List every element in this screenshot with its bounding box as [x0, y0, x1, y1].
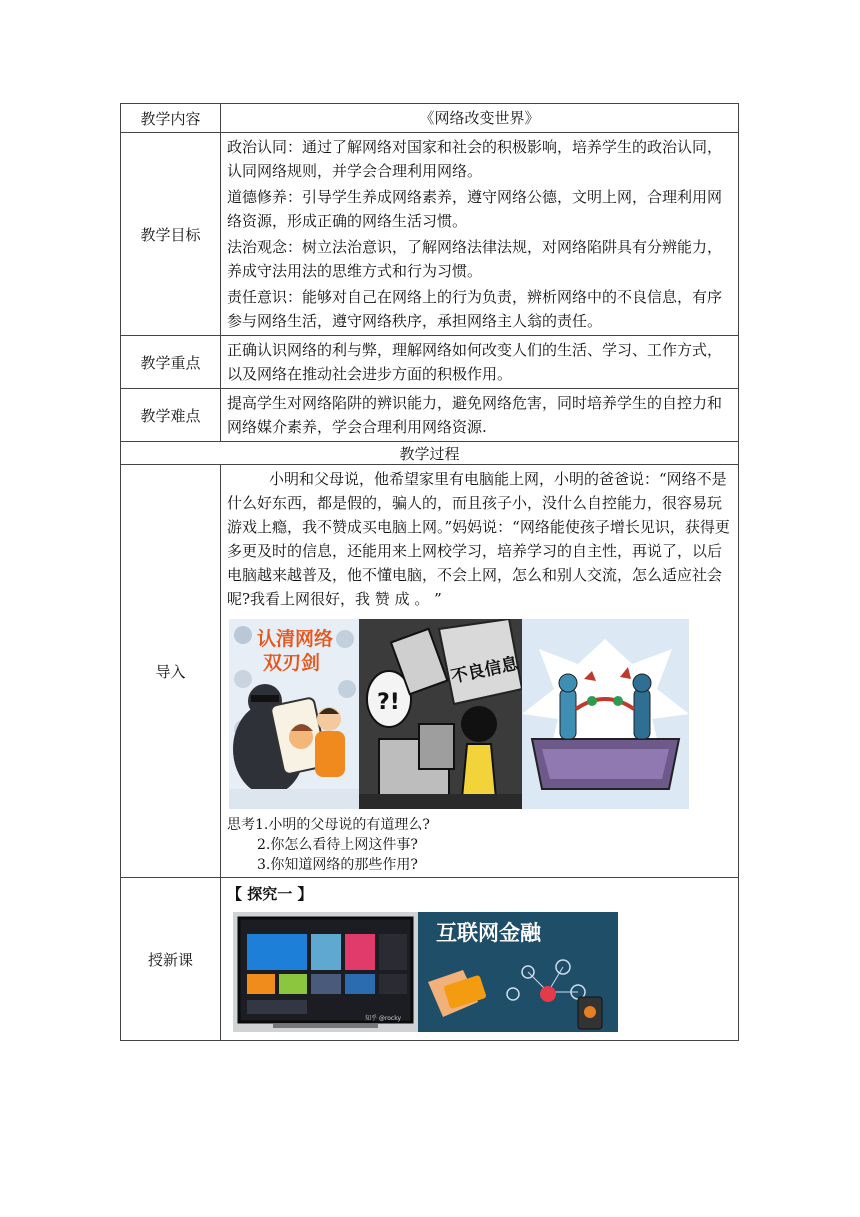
intro-cell — [221, 465, 739, 878]
lesson-title: 《网络改变世界》 — [221, 104, 739, 133]
process-header: 教学过程 — [121, 442, 739, 465]
explore-one-title: 【 探究一 】 — [227, 885, 313, 903]
row-key-points — [121, 336, 739, 389]
smart-tv-image — [233, 912, 418, 1032]
tv-image-caption: 知乎 @rocky — [365, 1015, 402, 1022]
label-difficult-points: 教学难点 — [121, 389, 221, 442]
double-edged-sword-image — [229, 619, 359, 809]
question-item: 2.你怎么看待上网这件事? — [257, 837, 418, 853]
bad-information-image — [359, 619, 522, 809]
objective-item: 责任意识：能够对自己在网络上的行为负责，辨析网络中的不良信息，有序参与网络生活，遵守网络秩序，承担网络主人翁的责任。 — [227, 288, 723, 330]
label-intro: 导入 — [121, 465, 221, 878]
row-content — [121, 104, 739, 133]
row-process-header — [121, 442, 739, 465]
new-lesson-cell — [221, 878, 739, 1041]
panel1-title-a: 认清网络 — [257, 628, 334, 650]
objective-item: 道德修养：引导学生养成网络素养，遵守网络公德，文明上网，合理利用网络资源，形成正确的网络生活习惯。 — [227, 188, 723, 230]
label-key-points: 教学重点 — [121, 336, 221, 389]
row-objectives — [121, 133, 739, 336]
intro-image-strip — [229, 619, 689, 809]
finance-image-title: 互联网金融 — [436, 921, 541, 945]
row-new-lesson — [121, 878, 739, 1041]
difficult-points-text: 提高学生对网络陷阱的辨识能力，避免网络危害，同时培养学生的自控力和网络媒介素养，学会合理利用网络资源. — [221, 389, 739, 442]
objectives-cell — [221, 133, 739, 336]
new-lesson-image-strip — [233, 912, 732, 1032]
question-item: 3.你知道网络的那些作用? — [257, 857, 418, 873]
tug-of-war-image — [522, 619, 689, 809]
intro-story: 小明和父母说，他希望家里有电脑能上网，小明的爸爸说：“网络不是什么好东西，都是假的，骗人的，而且孩子小，没什么自控能力，很容易玩游戏上瘾，我不赞成买电脑上网。”妈妈说：“网络能使孩子增长见识，获得更多更及时的信息，还能用来上网校学习，培养学习的自主性，再说了，以后电脑越来越普及，他不懂电脑，不会上网，怎么和别人交流，怎么适应社会呢?我看上网很好，我 赞 成 。 ” — [227, 470, 730, 608]
key-points-text: 正确认识网络的利与弊，理解网络如何改变人们的生活、学习、工作方式，以及网络在推动社会进步方面的积极作用。 — [221, 336, 739, 389]
panel1-title-b: 双刃剑 — [263, 652, 321, 674]
internet-finance-image — [418, 912, 618, 1032]
objective-item: 政治认同：通过了解网络对国家和社会的积极影响，培养学生的政治认同，认同网络规则，并学会合理利用网络。 — [227, 138, 723, 180]
objective-item: 法治观念：树立法治意识，了解网络法律法规，对网络陷阱具有分辨能力，养成守法用法的思维方式和行为习惯。 — [227, 238, 723, 280]
row-difficult-points — [121, 389, 739, 442]
label-new-lesson: 授新课 — [121, 878, 221, 1041]
row-intro — [121, 465, 739, 878]
lesson-plan-table — [120, 103, 739, 1041]
label-objectives: 教学目标 — [121, 133, 221, 336]
panel2-text: 不良信息 — [449, 653, 520, 688]
svg-text:?!: ?! — [377, 690, 400, 715]
reflection-questions — [227, 815, 732, 875]
question-item: 思考1.小明的父母说的有道理么? — [227, 817, 430, 833]
label-content: 教学内容 — [121, 104, 221, 133]
